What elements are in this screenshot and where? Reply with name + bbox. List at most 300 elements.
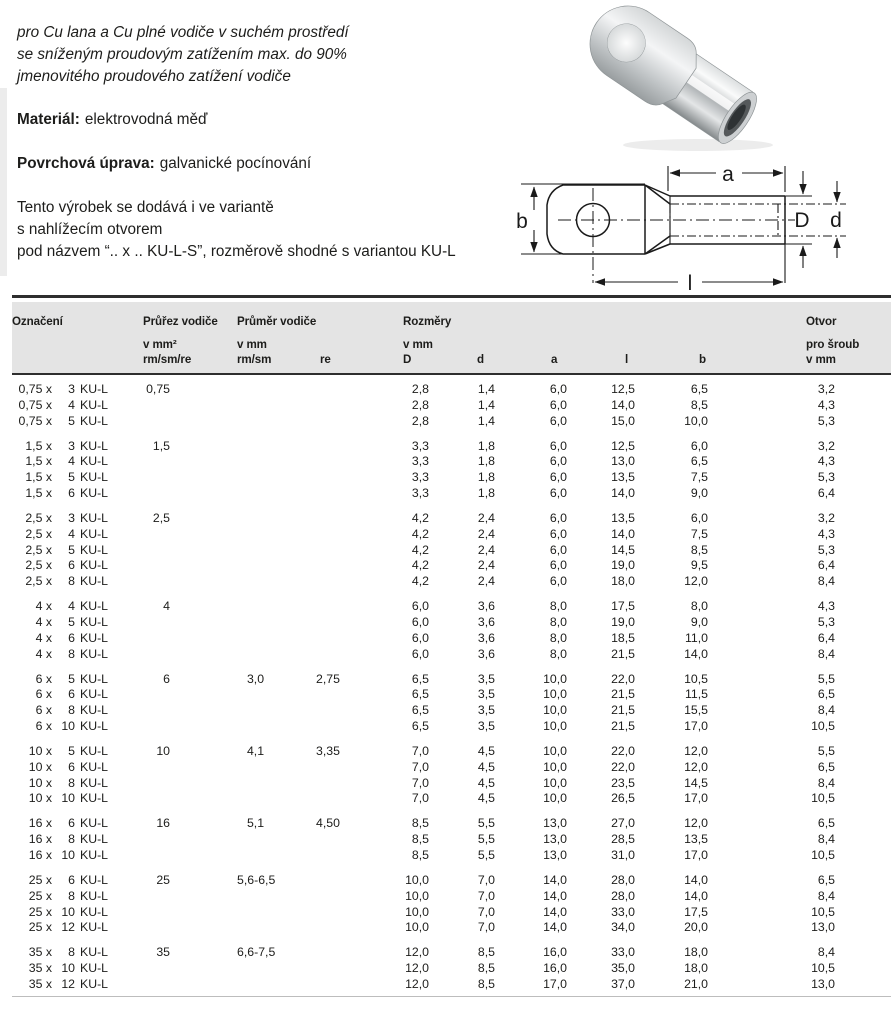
cell-d: 3,5 <box>477 703 495 718</box>
cell-b: 20,0 <box>684 920 708 935</box>
cell-d: 1,4 <box>477 397 495 412</box>
cell-D: 6,0 <box>411 599 429 614</box>
cell-d: 7,0 <box>477 888 495 903</box>
surface-value: galvanické pocínování <box>159 155 312 173</box>
cell-a: 10,0 <box>543 775 567 790</box>
header-prumer: Průměr vodiče <box>237 302 388 328</box>
header-re: re <box>310 351 388 374</box>
table-row <box>12 613 891 629</box>
designation-part: 16 x <box>28 832 52 847</box>
designation-part: 35 x <box>28 961 52 976</box>
cell-prumer-rm-sm <box>237 975 310 991</box>
cell-prurez <box>143 790 237 806</box>
cell-d: 3,5 <box>477 671 495 686</box>
cell-otvor: 10,5 <box>811 847 835 862</box>
cell-designation <box>12 790 143 806</box>
cell-prumer-rm-sm <box>237 959 310 975</box>
designation-part: 10 x <box>28 759 52 774</box>
dimension-drawing <box>498 152 895 292</box>
designation-part: 0,75 x <box>18 382 52 396</box>
cell-prurez <box>143 412 237 428</box>
cell-b: 9,0 <box>690 485 708 500</box>
cell-prurez <box>143 717 237 733</box>
table-group <box>12 588 891 660</box>
cell-prumer-re <box>310 484 388 500</box>
designation-part: 5 <box>68 413 75 428</box>
cell-D: 10,0 <box>405 920 429 935</box>
table-row <box>12 412 891 428</box>
table-row <box>12 903 891 919</box>
variant-line: s nahlížecím otvorem <box>17 220 163 238</box>
cell-otvor: 4,3 <box>817 526 835 541</box>
cell-d: 8,5 <box>477 945 495 960</box>
table-row <box>12 686 891 702</box>
cell-prumer-rm-sm <box>237 453 310 469</box>
table-group <box>12 374 891 428</box>
designation-part: KU-L <box>80 718 109 733</box>
cell-prumer-re <box>310 468 388 484</box>
header-prurez-unit: v mm² <box>143 328 237 351</box>
dimension-label-D: D <box>794 209 810 232</box>
cell-prumer-re: 3,35 <box>316 743 340 758</box>
table-row <box>12 374 891 396</box>
header-rm-sm: rm/sm <box>237 351 310 374</box>
cell-l: 23,5 <box>611 775 635 790</box>
lead-line: jmenovitého proudového zatížení vodiče <box>17 67 291 85</box>
table-row <box>12 934 891 959</box>
designation-part: KU-L <box>80 816 109 831</box>
cell-a: 13,0 <box>543 847 567 862</box>
cell-d: 2,4 <box>477 558 495 573</box>
cell-d: 5,5 <box>477 832 495 847</box>
cell-b: 11,5 <box>684 687 708 702</box>
designation-part: KU-L <box>80 920 109 935</box>
cell-l: 35,0 <box>611 961 635 976</box>
cell-l: 14,0 <box>611 526 635 541</box>
cell-designation <box>12 412 143 428</box>
cell-l: 13,5 <box>611 510 635 525</box>
cell-prurez <box>143 758 237 774</box>
cell-D: 12,0 <box>405 961 429 976</box>
cell-prumer-rm-sm <box>237 903 310 919</box>
cell-prumer-re <box>310 541 388 557</box>
designation-part: 10 x <box>28 791 52 806</box>
cell-l: 31,0 <box>611 847 635 862</box>
surface-label: Povrchová úprava: <box>17 155 155 173</box>
cell-designation <box>12 774 143 790</box>
cell-d: 4,5 <box>477 743 495 758</box>
header-otvor-unit: v mm <box>710 351 891 374</box>
cell-d: 1,8 <box>477 470 495 485</box>
cell-otvor: 10,5 <box>811 904 835 919</box>
cell-l: 12,5 <box>611 438 635 453</box>
lead-line: se sníženým proudovým zatížením max. do 90% <box>17 45 347 63</box>
cell-prumer-rm-sm <box>237 887 310 903</box>
designation-part: 1,5 x <box>25 454 52 469</box>
cell-prurez <box>143 887 237 903</box>
cell-prurez <box>143 774 237 790</box>
cell-D: 7,0 <box>411 791 429 806</box>
cell-prurez <box>143 975 237 991</box>
table-bottom-rule <box>12 996 891 997</box>
cell-a: 16,0 <box>543 945 567 960</box>
cell-prumer-re <box>310 701 388 717</box>
cell-a: 10,0 <box>543 759 567 774</box>
cell-D: 6,0 <box>411 614 429 629</box>
spec-table <box>12 302 891 991</box>
designation-part: 6 <box>68 759 75 774</box>
designation-part: 10 <box>61 791 75 806</box>
cell-prumer-rm-sm <box>237 525 310 541</box>
cell-otvor: 8,4 <box>817 832 835 847</box>
cell-prumer-re <box>310 428 388 453</box>
cell-prumer-re <box>310 903 388 919</box>
designation-part: KU-L <box>80 847 109 862</box>
designation-part: 10 <box>61 961 75 976</box>
variant-paragraph <box>17 197 497 262</box>
cell-b: 9,5 <box>690 558 708 573</box>
cell-prurez <box>143 701 237 717</box>
cell-a: 6,0 <box>549 558 567 573</box>
cell-a: 10,0 <box>543 743 567 758</box>
designation-part: 5 <box>68 671 75 686</box>
cell-designation <box>12 484 143 500</box>
cell-prurez: 25 <box>156 872 170 887</box>
cell-prumer-re <box>310 500 388 525</box>
cell-d: 5,5 <box>477 816 495 831</box>
cell-otvor: 4,3 <box>817 599 835 614</box>
cell-prumer-rm-sm <box>237 701 310 717</box>
cell-prurez <box>143 903 237 919</box>
cell-designation <box>12 830 143 846</box>
designation-part: 3 <box>68 510 75 525</box>
designation-part: 8 <box>68 945 75 960</box>
table-group <box>12 428 891 500</box>
cell-designation <box>12 557 143 573</box>
cell-otvor: 8,4 <box>817 888 835 903</box>
table-row <box>12 484 891 500</box>
designation-part: KU-L <box>80 832 109 847</box>
cell-prumer-rm-sm <box>237 645 310 661</box>
cell-otvor: 5,3 <box>817 542 835 557</box>
cell-prumer-re <box>310 934 388 959</box>
cell-D: 12,0 <box>405 976 429 991</box>
cell-prurez <box>143 846 237 862</box>
cell-prurez <box>143 686 237 702</box>
table-row <box>12 453 891 469</box>
designation-part: KU-L <box>80 382 109 396</box>
cell-a: 14,0 <box>543 904 567 919</box>
table-group <box>12 500 891 588</box>
cell-b: 6,5 <box>690 454 708 469</box>
designation-part: 6 x <box>35 671 52 686</box>
cell-a: 6,0 <box>549 397 567 412</box>
designation-part: KU-L <box>80 646 109 661</box>
cell-otvor: 13,0 <box>811 920 835 935</box>
designation-part: 2,5 x <box>25 558 52 573</box>
cell-designation <box>12 862 143 887</box>
table-row <box>12 572 891 588</box>
cell-b: 10,5 <box>684 671 708 686</box>
cell-b: 12,0 <box>684 574 708 589</box>
cell-prurez <box>143 525 237 541</box>
header-prurez-sub: rm/sm/re <box>143 351 237 374</box>
cell-b: 17,0 <box>684 718 708 733</box>
cell-prumer-rm-sm <box>237 468 310 484</box>
cell-prumer-rm-sm: 4,1 <box>246 743 265 758</box>
cell-otvor: 5,5 <box>817 671 835 686</box>
cell-a: 8,0 <box>549 630 567 645</box>
designation-part: 6 <box>68 872 75 887</box>
table-row <box>12 629 891 645</box>
dimension-label-b: b <box>516 210 528 233</box>
designation-part: 1,5 x <box>25 438 52 453</box>
designation-part: KU-L <box>80 961 109 976</box>
cell-prumer-rm-sm <box>237 500 310 525</box>
cell-D: 6,5 <box>411 671 429 686</box>
header-rozmery-unit: v mm <box>388 328 710 351</box>
designation-part: 6 <box>68 816 75 831</box>
cell-prurez <box>143 959 237 975</box>
designation-part: 1,5 x <box>25 485 52 500</box>
designation-part: KU-L <box>80 888 109 903</box>
cell-otvor: 10,5 <box>811 718 835 733</box>
cell-l: 14,5 <box>611 542 635 557</box>
cell-prumer-re <box>310 774 388 790</box>
cell-a: 6,0 <box>549 574 567 589</box>
cell-prumer-re <box>310 830 388 846</box>
designation-part: 5 <box>68 743 75 758</box>
cell-prumer-re <box>310 557 388 573</box>
material-value: elektrovodná měď <box>84 111 208 129</box>
designation-part: 2,5 x <box>25 542 52 557</box>
cell-a: 17,0 <box>543 976 567 991</box>
designation-part: 6 <box>68 485 75 500</box>
cell-a: 6,0 <box>549 526 567 541</box>
table-group <box>12 661 891 733</box>
designation-part: KU-L <box>80 485 109 500</box>
cell-d: 7,0 <box>477 904 495 919</box>
designation-part: KU-L <box>80 510 109 525</box>
header-dim-b: b <box>638 351 710 374</box>
cell-prumer-rm-sm <box>237 790 310 806</box>
cell-prurez: 1,5 <box>152 438 170 453</box>
designation-part: KU-L <box>80 791 109 806</box>
material-label: Materiál: <box>17 111 80 129</box>
cell-d: 4,5 <box>477 775 495 790</box>
cell-designation <box>12 645 143 661</box>
cell-prumer-re: 2,75 <box>316 671 340 686</box>
cell-designation <box>12 525 143 541</box>
header-dim-l: l <box>570 351 638 374</box>
designation-part: KU-L <box>80 743 109 758</box>
designation-part: KU-L <box>80 599 109 614</box>
cell-designation <box>12 975 143 991</box>
cell-prurez <box>143 453 237 469</box>
cell-a: 13,0 <box>543 832 567 847</box>
designation-part: KU-L <box>80 454 109 469</box>
cell-d: 1,8 <box>477 485 495 500</box>
cell-d: 2,4 <box>477 542 495 557</box>
cell-prurez <box>143 830 237 846</box>
header-dim-a: a <box>500 351 570 374</box>
designation-part: KU-L <box>80 945 109 960</box>
cell-a: 6,0 <box>549 470 567 485</box>
designation-part: 8 <box>68 574 75 589</box>
cell-a: 8,0 <box>549 614 567 629</box>
table-row <box>12 846 891 862</box>
cell-designation <box>12 541 143 557</box>
cell-prurez <box>143 572 237 588</box>
cell-otvor: 8,4 <box>817 574 835 589</box>
cell-a: 14,0 <box>543 920 567 935</box>
cell-prumer-re <box>310 919 388 935</box>
cell-otvor: 4,3 <box>817 397 835 412</box>
cell-prumer-re <box>310 846 388 862</box>
cell-D: 3,3 <box>411 454 429 469</box>
designation-part: KU-L <box>80 397 109 412</box>
cell-otvor: 10,5 <box>811 791 835 806</box>
cell-otvor: 8,4 <box>817 646 835 661</box>
cell-prumer-rm-sm <box>237 629 310 645</box>
cell-designation <box>12 374 143 396</box>
cell-l: 18,5 <box>611 630 635 645</box>
cell-prumer-rm-sm: 3,0 <box>246 671 265 686</box>
cell-designation <box>12 661 143 686</box>
table-row <box>12 525 891 541</box>
cell-d: 2,4 <box>477 574 495 589</box>
designation-part: 5 <box>68 542 75 557</box>
cell-designation <box>12 919 143 935</box>
scan-edge-artifact <box>0 88 7 276</box>
cell-designation <box>12 758 143 774</box>
cell-a: 16,0 <box>543 961 567 976</box>
cell-a: 10,0 <box>543 703 567 718</box>
cell-prurez <box>143 468 237 484</box>
cell-designation <box>12 572 143 588</box>
cell-b: 11,0 <box>684 630 708 645</box>
designation-part: 10 <box>61 718 75 733</box>
cell-l: 27,0 <box>611 816 635 831</box>
table-row <box>12 701 891 717</box>
cell-otvor: 6,5 <box>817 816 835 831</box>
designation-part: 8 <box>68 775 75 790</box>
cell-prurez: 35 <box>156 945 170 960</box>
cell-prurez <box>143 541 237 557</box>
table-row <box>12 428 891 453</box>
cell-l: 28,5 <box>611 832 635 847</box>
cell-D: 7,0 <box>411 775 429 790</box>
cell-D: 10,0 <box>405 872 429 887</box>
cell-D: 7,0 <box>411 743 429 758</box>
table-group <box>12 934 891 991</box>
cell-prurez: 10 <box>156 743 170 758</box>
cell-a: 14,0 <box>543 888 567 903</box>
header-prurez: Průřez vodiče <box>143 302 237 328</box>
cell-b: 8,5 <box>690 542 708 557</box>
cell-l: 22,0 <box>611 759 635 774</box>
cell-a: 6,0 <box>549 485 567 500</box>
designation-part: 16 x <box>28 816 52 831</box>
cell-prurez <box>143 557 237 573</box>
cell-prumer-re <box>310 412 388 428</box>
lead-line: pro Cu lana a Cu plné vodiče v suchém prostředí <box>17 24 349 41</box>
cell-a: 10,0 <box>543 791 567 806</box>
cell-b: 14,0 <box>684 888 708 903</box>
designation-part: 4 x <box>35 630 52 645</box>
cell-b: 17,0 <box>684 791 708 806</box>
designation-part: 1,5 x <box>25 470 52 485</box>
cell-d: 3,6 <box>477 646 495 661</box>
cell-d: 2,4 <box>477 510 495 525</box>
material-row <box>17 109 497 131</box>
cell-designation <box>12 613 143 629</box>
header-dim-D: D <box>388 351 433 374</box>
cell-b: 10,0 <box>684 413 708 428</box>
cell-d: 3,6 <box>477 599 495 614</box>
cell-otvor: 6,5 <box>817 872 835 887</box>
dimension-label-l: l <box>687 272 693 292</box>
cell-D: 2,8 <box>411 397 429 412</box>
cell-prurez <box>143 396 237 412</box>
cell-b: 14,5 <box>684 775 708 790</box>
table-row <box>12 919 891 935</box>
designation-part: 3 <box>68 382 75 396</box>
designation-part: KU-L <box>80 775 109 790</box>
table-row <box>12 959 891 975</box>
cell-b: 9,0 <box>690 614 708 629</box>
header-oznaceni: Označení <box>12 302 143 328</box>
cell-prumer-re <box>310 572 388 588</box>
header-otvor-line2: pro šroub <box>710 328 891 351</box>
cell-prumer-rm-sm <box>237 846 310 862</box>
cell-d: 2,4 <box>477 526 495 541</box>
cell-otvor: 8,4 <box>817 775 835 790</box>
cell-prumer-rm-sm <box>237 717 310 733</box>
designation-part: 4 <box>68 526 75 541</box>
cell-b: 6,0 <box>690 510 708 525</box>
cell-prumer-rm-sm <box>237 428 310 453</box>
cell-designation <box>12 686 143 702</box>
cell-designation <box>12 588 143 613</box>
cell-prumer-rm-sm <box>237 686 310 702</box>
cell-prumer-rm-sm <box>237 557 310 573</box>
dimension-label-d: d <box>830 209 842 232</box>
cell-prumer-rm-sm <box>237 758 310 774</box>
designation-part: 10 <box>61 847 75 862</box>
cell-a: 6,0 <box>549 438 567 453</box>
designation-part: KU-L <box>80 703 109 718</box>
cell-d: 1,4 <box>477 413 495 428</box>
table-row <box>12 733 891 758</box>
cell-a: 6,0 <box>549 542 567 557</box>
table-row <box>12 396 891 412</box>
cable-lug-photo-graphic <box>558 4 783 154</box>
cell-l: 22,0 <box>611 743 635 758</box>
designation-part: 4 x <box>35 614 52 629</box>
designation-part: KU-L <box>80 687 109 702</box>
cell-d: 3,5 <box>477 718 495 733</box>
cell-a: 8,0 <box>549 599 567 614</box>
cell-prumer-re <box>310 887 388 903</box>
table-row <box>12 774 891 790</box>
designation-part: KU-L <box>80 470 109 485</box>
table-row <box>12 500 891 525</box>
designation-part: 2,5 x <box>25 526 52 541</box>
product-photo-cable-lug <box>558 4 783 154</box>
cell-D: 6,5 <box>411 687 429 702</box>
cell-prumer-re: 4,50 <box>316 816 340 831</box>
